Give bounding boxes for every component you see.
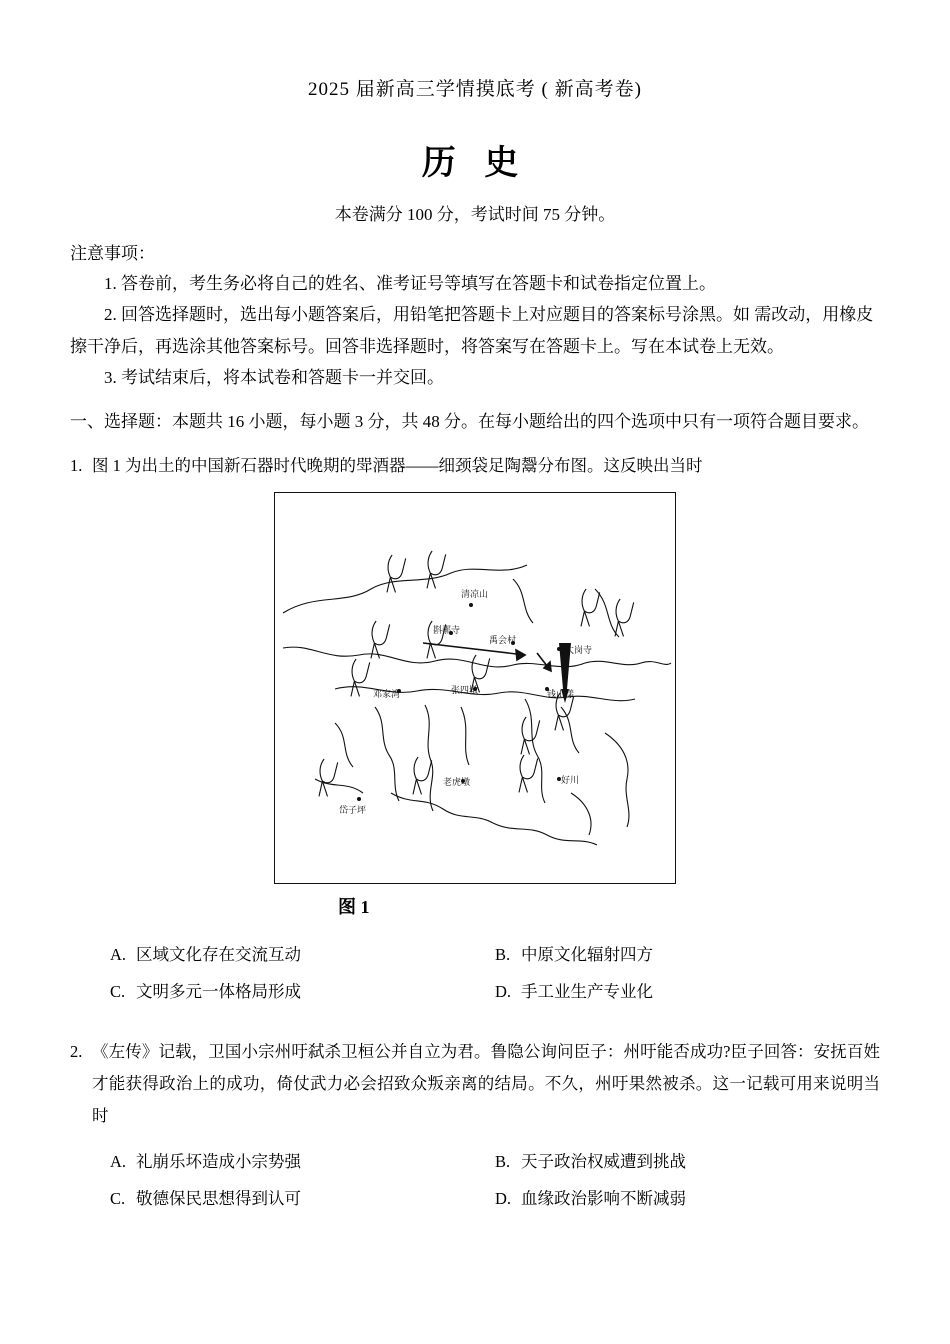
map-label: 斟鄩寺 [433, 625, 461, 636]
notice-heading: 注意事项： [70, 244, 155, 263]
option-text: 手工业生产专业化 [521, 981, 653, 1001]
section-heading: 一、选择题：本题共 16 小题，每小题 3 分，共 48 分。在每小题给出的四个选项中只有一项符合题目要求。 [70, 411, 869, 431]
page-title: 2025 届新高三学情摸底考 ( 新高考卷) [308, 79, 642, 100]
question-number: 1. [70, 456, 83, 476]
question-stem: 《左传》记载，卫国小宗州吁弑杀卫桓公并自立为君。鲁隐公询问臣子：州吁能否成功?臣子回答：安抚百姓才能获得政治上的成功，倚仗武力必会招致众叛亲离的结局。不久，州吁果然被杀。这一记载可用来说明当时 [92, 1041, 880, 1126]
notice-item: 2. 回答选择题时，选出每小题答案后，用铅笔把答题卡上对应题目的答案标号涂黑。如 需改动，用橡皮擦干净后，再选涂其他答案标号。回答非选择题时，将答案写在答题卡上。写在本试卷上无效。 [70, 305, 874, 356]
option-label: B. [495, 945, 511, 965]
option-text: 中原文化辐射四方 [521, 945, 653, 965]
option-label: D. [495, 981, 512, 1001]
notice-item: 1. 答卷前，考生务必将自己的姓名、准考证号等填写在答题卡和试卷指定位置上。 [104, 274, 716, 293]
map-label: 钱山漾 [547, 689, 575, 700]
subject-title: 历 史 [421, 145, 529, 182]
option-label: A. [110, 945, 127, 965]
option-a[interactable] [110, 1144, 495, 1180]
map-label: 老虎墩 [443, 777, 471, 788]
option-label: A. [110, 1152, 127, 1172]
option-text: 区域文化存在交流互动 [136, 945, 301, 965]
option-label: D. [495, 1188, 512, 1208]
option-text: 天子政治权威遭到挑战 [521, 1152, 686, 1172]
map-label: 岱子坪 [339, 805, 367, 816]
option-label: B. [495, 1152, 511, 1172]
notice-item: 3. 考试结束后，将本试卷和答题卡一并交回。 [104, 368, 444, 388]
question-2 [70, 1036, 880, 1217]
option-text: 文明多元一体格局形成 [136, 981, 301, 1001]
option-d[interactable] [495, 974, 880, 1010]
map-label: 太岗寺 [565, 645, 593, 656]
option-text: 礼崩乐坏造成小宗势强 [136, 1152, 301, 1172]
map-label: 清凉山 [461, 589, 489, 600]
option-d[interactable] [495, 1181, 880, 1217]
question-stem: 图 1 为出土的中国新石器时代晚期的斝酒器——细颈袋足陶鬶分布图。这反映出当时 [92, 456, 703, 476]
question-number: 2. [70, 1041, 83, 1061]
figure-1 [70, 492, 880, 884]
option-b[interactable] [495, 937, 880, 973]
figure-caption: 图 1 [338, 897, 370, 918]
option-a[interactable] [110, 937, 495, 973]
option-text: 敬德保民思想得到认可 [136, 1188, 301, 1208]
option-label: C. [110, 1188, 126, 1208]
option-text: 血缘政治影响不断减弱 [521, 1188, 686, 1208]
option-c[interactable] [110, 1181, 495, 1217]
question-1 [70, 450, 880, 1010]
map-label: 禹会村 [489, 635, 517, 646]
map-label: 好川 [561, 775, 580, 786]
map-label: 张四墩 [451, 685, 479, 696]
question-1-options [110, 937, 880, 1010]
pottery-distribution-map [275, 493, 675, 883]
option-b[interactable] [495, 1144, 880, 1180]
score-line: 本卷满分 100 分，考试时间 75 分钟。 [334, 205, 616, 224]
map-figure-box [274, 492, 676, 884]
question-2-options [110, 1144, 880, 1217]
map-label: 邓家湾 [373, 689, 401, 700]
option-c[interactable] [110, 974, 495, 1010]
option-label: C. [110, 981, 126, 1001]
